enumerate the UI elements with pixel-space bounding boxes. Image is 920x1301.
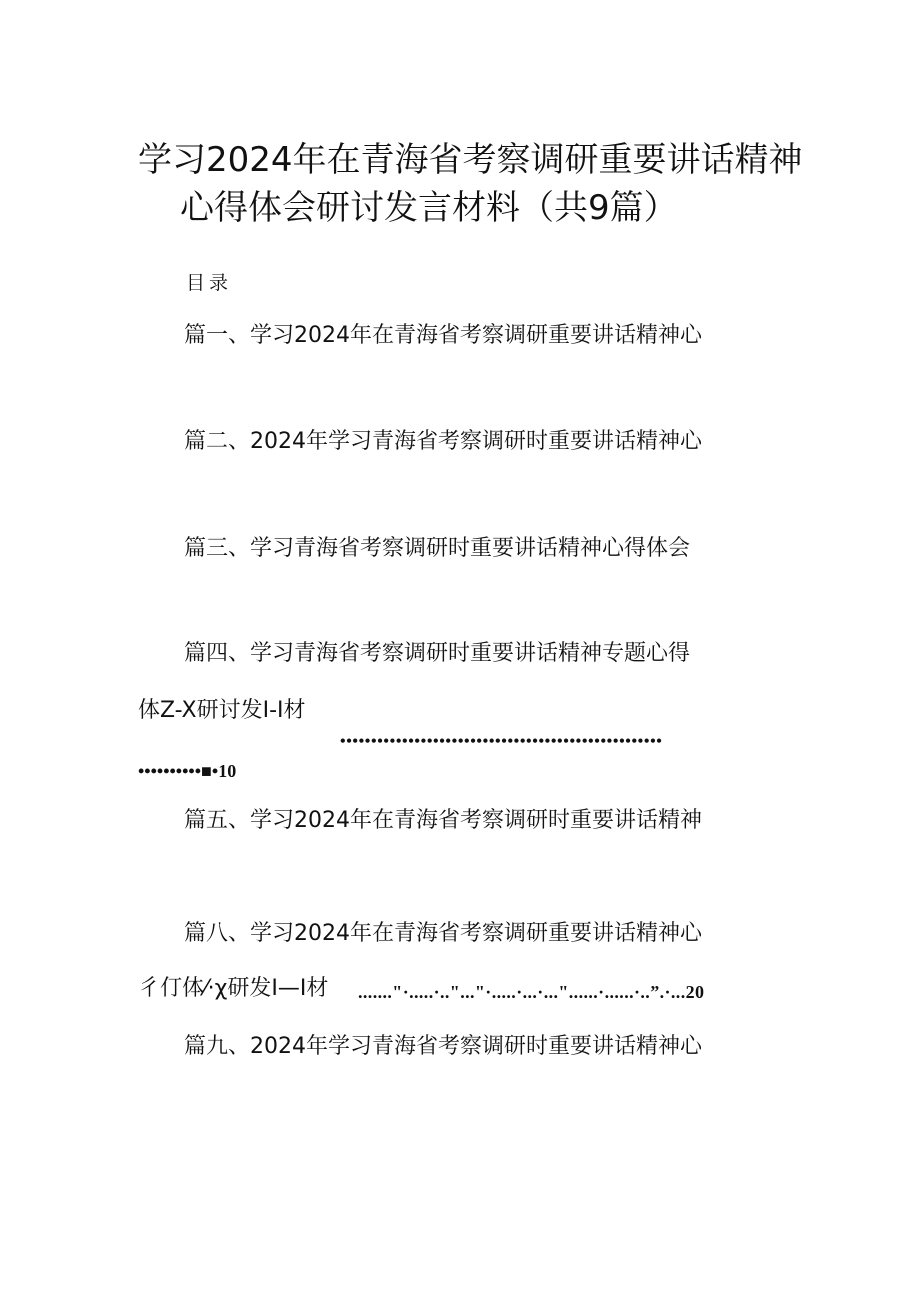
- toc-entry-6-leader-and-page: ......."·.....·.."..."·.....·...·..."......·......·..”.·...20: [358, 982, 705, 1002]
- toc-entry-5[interactable]: 篇五、学习2024年在青海省考察调研时重要讲话精神: [184, 808, 702, 833]
- toc-entry-4-leader-dots: ••••••••••••••••••••••••••••••••••••••••••••••••••••: [340, 733, 663, 750]
- toc-entry-4-continuation: 体Z-X研讨发I-I材: [138, 698, 306, 723]
- toc-entry-6[interactable]: 篇八、学习2024年在青海省考察调研重要讲话精神心: [184, 921, 702, 946]
- document-title-line-2: 心得体会研讨发言材料（共9篇）: [180, 188, 678, 228]
- toc-entry-6-continuation: 彳仃体⁄·χ研发I—I材: [138, 976, 329, 1001]
- toc-heading: 目录: [186, 272, 233, 294]
- toc-entry-7[interactable]: 篇九、2024年学习青海省考察调研时重要讲话精神心: [184, 1034, 702, 1059]
- toc-entry-1[interactable]: 篇一、学习2024年在青海省考察调研重要讲话精神心: [184, 323, 702, 348]
- toc-entry-4-page-number: ••••••••••■•10: [138, 761, 237, 781]
- document-title-line-1: 学习2024年在青海省考察调研重要讲话精神: [138, 140, 803, 180]
- toc-entry-4[interactable]: 篇四、学习青海省考察调研时重要讲话精神专题心得: [184, 641, 691, 666]
- toc-entry-3[interactable]: 篇三、学习青海省考察调研时重要讲话精神心得体会: [184, 536, 691, 561]
- toc-entry-2[interactable]: 篇二、2024年学习青海省考察调研时重要讲话精神心: [184, 429, 702, 454]
